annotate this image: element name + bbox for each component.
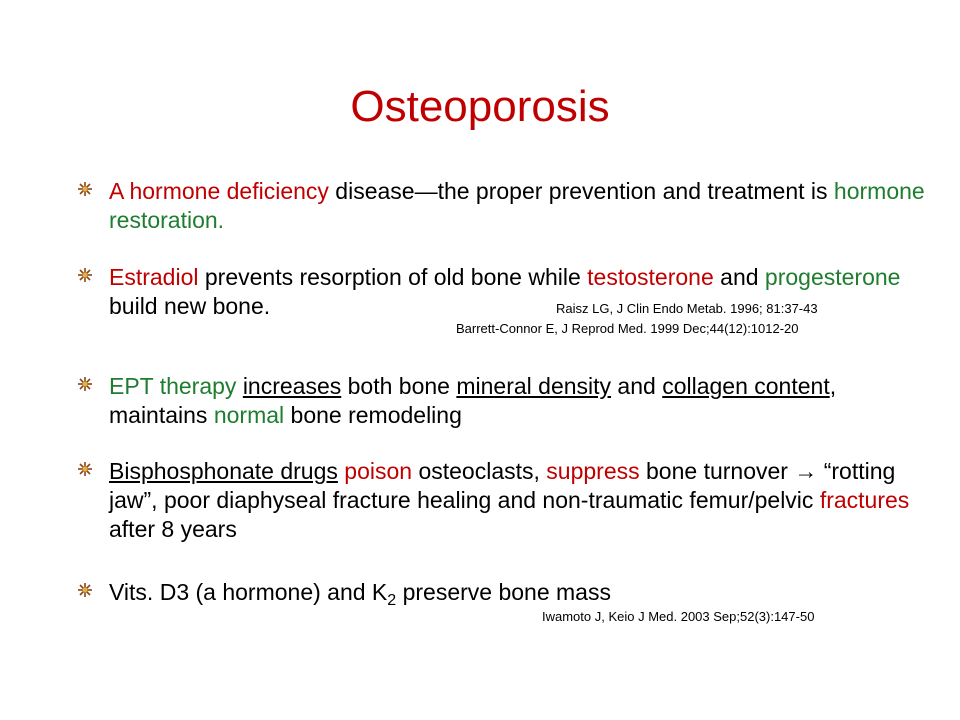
text-span: after 8 years (109, 516, 237, 542)
citation-iwamoto: Iwamoto J, Keio J Med. 2003 Sep;52(3):147-50 (542, 609, 815, 624)
starburst-bullet-icon (78, 182, 92, 196)
subscript: 2 (387, 592, 397, 609)
starburst-bullet-icon (78, 377, 92, 391)
bullet-text (109, 177, 938, 235)
bullet-bisphosphonate (78, 457, 938, 544)
underlined-text: mineral density (456, 373, 612, 399)
text-span: both bone (341, 373, 457, 399)
starburst-bullet-icon (78, 462, 92, 476)
text-span: build new bone. (109, 293, 271, 319)
text-span: bone remodeling (284, 402, 462, 428)
highlight-red: poison (344, 458, 413, 484)
text-span: bone turnover (639, 458, 795, 484)
text-span: “rotting jaw”, poor diaphyseal fracture healing and non-traumatic femur/pelvic (109, 458, 896, 513)
bullet-ept-therapy (78, 372, 938, 430)
underlined-text: Bisphosphonate drugs (109, 458, 338, 484)
text-span: and (713, 264, 765, 290)
text-span: preserve bone mass (396, 579, 611, 605)
bullet-text (109, 372, 938, 430)
highlight-red: suppress (546, 458, 640, 484)
text-span: and (611, 373, 663, 399)
highlight-red: fractures (819, 487, 910, 513)
text-span: osteoclasts, (412, 458, 547, 484)
bullet-text (109, 457, 938, 544)
highlight-green: normal (213, 402, 285, 428)
bullet-text (109, 578, 938, 607)
highlight-red: A hormone deficiency (109, 178, 329, 204)
right-arrow-icon: → (794, 458, 818, 484)
highlight-red: Estradiol (109, 264, 199, 290)
slide-title: Osteoporosis (350, 82, 610, 131)
text-span: prevents resorption of old bone while (198, 264, 588, 290)
highlight-red: testosterone (587, 264, 714, 290)
underlined-text: increases (242, 373, 342, 399)
citation-raisz: Raisz LG, J Clin Endo Metab. 1996; 81:37-43 (556, 301, 818, 316)
underlined-text: collagen content (662, 373, 830, 399)
citation-barrett-connor: Barrett-Connor E, J Reprod Med. 1999 Dec;44(12):1012-20 (456, 321, 799, 336)
bullet-vitamins (78, 578, 938, 607)
starburst-bullet-icon (78, 268, 92, 282)
highlight-green: EPT therapy (109, 373, 237, 399)
highlight-green: progesterone (764, 264, 901, 290)
starburst-bullet-icon (78, 583, 92, 597)
text-span: Vits. D3 (a hormone) and K (109, 579, 388, 605)
bullet-hormone-deficiency (78, 177, 938, 235)
text-span: disease—the proper prevention and treatment is (328, 178, 834, 204)
text-span: , maintains (109, 373, 837, 428)
highlight-green: hormone restoration. (109, 178, 925, 233)
